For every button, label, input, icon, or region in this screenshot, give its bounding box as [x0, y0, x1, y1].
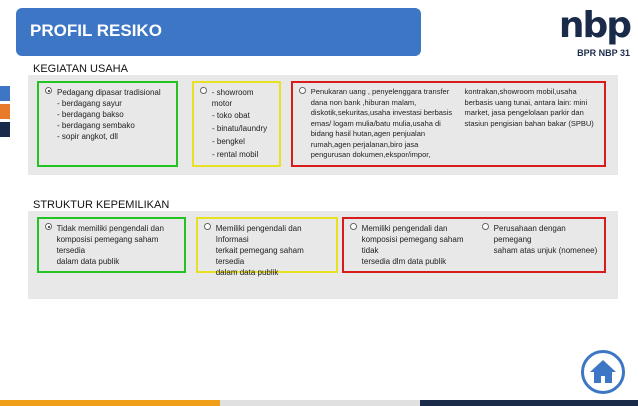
page-title: PROFIL RESIKO — [16, 8, 421, 56]
text-line: dalam data publik — [56, 257, 120, 266]
option-text — [494, 223, 598, 267]
option-text — [362, 223, 478, 267]
text-line: Tidak memiliki pengendali dan — [56, 224, 164, 233]
kegiatan-yellow-items — [200, 109, 273, 161]
kegiatan-red-box[interactable] — [291, 81, 606, 167]
logo-word: nbp — [558, 5, 630, 46]
struktur-yellow-box[interactable] — [196, 217, 338, 277]
list-item: - berdagang sembako — [57, 121, 135, 130]
text-line: dana non bank ,hiburan malam, — [310, 97, 417, 107]
strip-blue — [0, 86, 10, 101]
kegiatan-panel — [28, 75, 618, 175]
text-line: Penukaran uang , penyelenggara transfer — [310, 87, 450, 96]
option-text — [57, 223, 178, 267]
stripe-segment — [0, 400, 220, 406]
stripe-segment — [420, 400, 638, 406]
radio-icon[interactable] — [350, 223, 357, 230]
text-line: Memiliki pengendali dan — [361, 224, 448, 233]
logo-subtitle: BPR NBP 31 — [577, 48, 630, 58]
list-item: - berdagang sayur — [57, 99, 122, 108]
left-color-strips — [0, 86, 10, 140]
kegiatan-green-items — [45, 98, 170, 142]
text-line: terkait pemegang saham tersedia — [215, 246, 304, 266]
struktur-red-box[interactable] — [342, 217, 606, 273]
text-line: diskotik,sekuritas,usaha investasi berbasis — [310, 108, 453, 117]
struktur-label: STRUKTUR KEPEMILIKAN — [33, 199, 170, 211]
kegiatan-green-box[interactable] — [37, 81, 178, 167]
radio-selected-icon[interactable] — [45, 87, 52, 94]
list-item: - binatu/laundry — [212, 124, 268, 133]
list-item: - rental mobil — [212, 150, 259, 159]
strip-navy — [0, 122, 10, 137]
text-line: komposisi pemegang saham tersedia — [56, 235, 159, 255]
struktur-panel — [28, 211, 618, 299]
home-button[interactable] — [581, 350, 625, 394]
text-line: kontrakan,showroom mobil,usaha — [464, 87, 577, 96]
kegiatan-label: KEGIATAN USAHA — [33, 63, 128, 75]
text-line: saham atas unjuk (nomenee) — [493, 246, 598, 255]
radio-icon[interactable] — [299, 87, 306, 94]
stripe-segment — [220, 400, 420, 406]
strip-orange — [0, 104, 10, 119]
home-icon — [584, 353, 622, 391]
kegiatan-red-col2 — [465, 87, 598, 161]
option-label: - showroom motor — [211, 88, 254, 108]
kegiatan-yellow-box[interactable] — [192, 81, 281, 167]
text-line: Perusahaan dengan pemegang — [493, 224, 566, 244]
list-item: - berdagang bakso — [57, 110, 124, 119]
text-line: dalam data publik — [215, 268, 279, 277]
text-line: stasiun pengisian bahan bakar (SPBU) — [464, 118, 594, 128]
radio-icon[interactable] — [200, 87, 207, 94]
option-label: Pedagang dipasar tradisional — [57, 88, 161, 97]
text-line: Memiliki pengendali dan Informasi — [215, 224, 302, 244]
list-item: - sopir angkot, dll — [57, 132, 118, 141]
text-line: berbasis uang tunai, antara lain: mini — [464, 97, 588, 107]
nbp-logo — [558, 6, 630, 64]
text-line: tersedia dlm data publik — [361, 257, 447, 266]
list-item: - toko obat — [212, 111, 250, 120]
text-line: market, jasa pengelolaan parkir dan — [464, 108, 584, 117]
radio-icon[interactable] — [482, 223, 489, 230]
text-line: bidang hasil hutan,agen penjualan — [310, 129, 426, 138]
text-line: pengurusan dokumen,ekspor/impor, — [310, 150, 431, 159]
text-line: emas/ logam mulia/batu mulia,usaha di — [310, 118, 441, 128]
bottom-stripe — [0, 400, 638, 406]
kegiatan-red-col1 — [311, 87, 459, 161]
list-item: - bengkel — [212, 137, 245, 146]
text-line: komposisi pemegang saham tidak — [361, 235, 464, 255]
radio-selected-icon[interactable] — [45, 223, 52, 230]
option-text — [216, 223, 330, 278]
text-line: rumah,agen perjalanan,biro jasa — [310, 139, 419, 149]
struktur-green-box[interactable] — [37, 217, 186, 273]
radio-icon[interactable] — [204, 223, 211, 230]
